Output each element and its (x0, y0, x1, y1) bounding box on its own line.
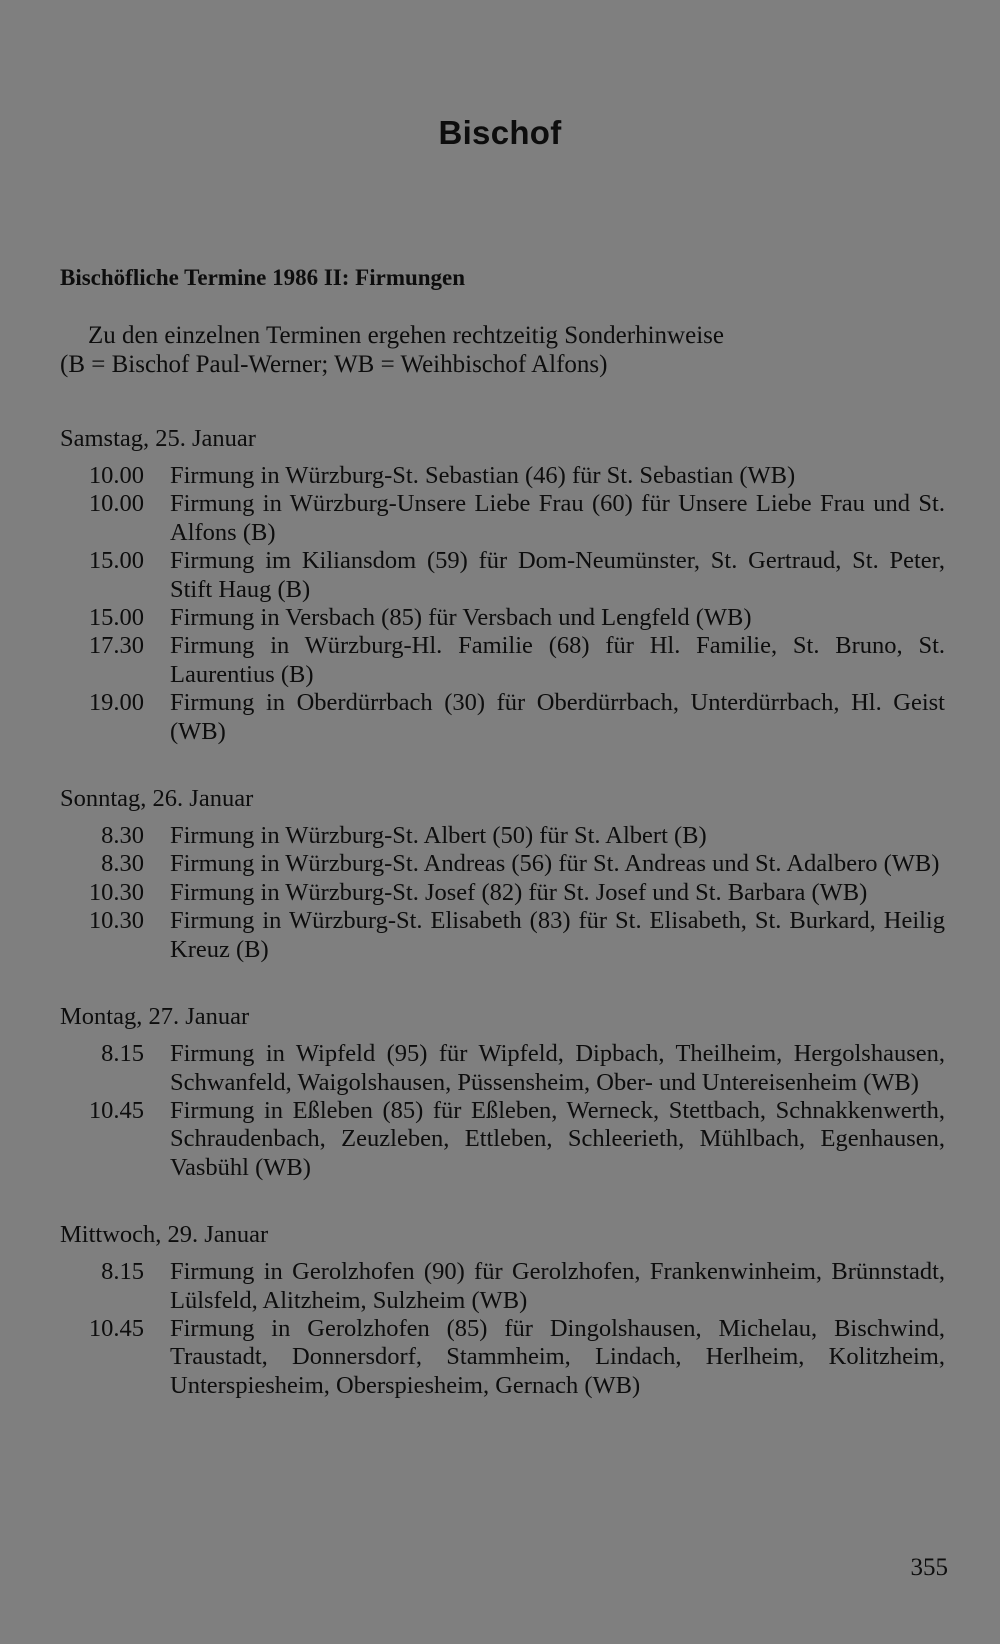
entry-time: 10.00 (88, 462, 144, 489)
entry-time: 8.30 (101, 850, 144, 878)
intro-legend: (B = Bischof Paul-Werner; WB = Weihbischof Alfons) (60, 351, 608, 378)
schedule-entry (60, 850, 945, 878)
entry-time-cell (60, 689, 144, 746)
entry-text: Firmung in Würzburg-St. Sebastian (46) für St. Sebastian (WB) (170, 462, 796, 489)
schedule-entry (60, 689, 945, 746)
entry-text: Firmung in Würzburg-Hl. Familie (68) für Hl. Familie, St. Bruno, St. Laurentius (B) (170, 632, 945, 688)
entry-time-cell (60, 907, 144, 964)
day-heading: Montag, 27. Januar (60, 1003, 250, 1031)
entry-time-cell (60, 547, 144, 604)
schedule-entry (60, 822, 945, 850)
schedule-entry (60, 907, 945, 964)
entry-time: 10.30 (88, 907, 144, 935)
day-heading: Sonntag, 26. Januar (60, 785, 254, 813)
entry-text: Firmung in Gerolzhofen (85) für Dingolshausen, Michelau, Bischwind, Traustadt, Donnersdorf, Stammheim, Lindach, Herlheim, Kolitzheim, Unterspiesheim, Oberspiesheim, Gernach (WB) (170, 1314, 945, 1399)
schedule-entry (60, 1315, 945, 1400)
schedule-entry (60, 490, 945, 547)
entry-text: Firmung in Versbach (85) für Versbach und Lengfeld (WB) (170, 604, 752, 632)
entry-text: Firmung in Eßleben (85) für Eßleben, Werneck, Stettbach, Schnakkenwerth, Schraudenbach, Zeuzleben, Ettleben, Schleerieth, Mühlbach, Egenhausen, Vasbühl (WB) (170, 1096, 945, 1181)
day-heading: Mittwoch, 29. Januar (60, 1221, 269, 1249)
entry-time-cell (60, 604, 144, 632)
day-heading: Samstag, 25. Januar (60, 425, 256, 452)
schedule-entry (60, 1040, 945, 1097)
entry-time: 8.30 (101, 822, 144, 850)
entry-text: Firmung in Würzburg-St. Albert (50) für St. Albert (B) (170, 822, 707, 850)
schedule-entry (60, 632, 945, 689)
day-section (60, 784, 945, 964)
entry-time-cell (60, 822, 144, 850)
entry-time: 19.00 (88, 689, 144, 717)
entry-text: Firmung in Würzburg-St. Elisabeth (83) für St. Elisabeth, St. Burkard, Heilig Kreuz (B) (170, 907, 945, 963)
day-section (60, 1002, 945, 1182)
schedule-entry (60, 462, 945, 490)
entry-time: 17.30 (88, 632, 144, 660)
schedule-entry (60, 1097, 945, 1182)
entry-time: 10.45 (88, 1314, 144, 1342)
entry-text: Firmung im Kiliansdom (59) für Dom-Neumünster, St. Gertraud, St. Peter, Stift Haug (B) (170, 547, 945, 603)
entry-time: 10.00 (88, 490, 144, 518)
schedule-entry (60, 604, 945, 632)
schedule-list (60, 424, 945, 1438)
entry-text: Firmung in Wipfeld (95) für Wipfeld, Dipbach, Theilheim, Hergolshausen, Schwanfeld, Waigolshausen, Püssensheim, Ober- und Untereisenheim (WB) (170, 1040, 945, 1096)
entry-text: Firmung in Gerolzhofen (90) für Gerolzhofen, Frankenwinheim, Brünnstadt, Lülsfeld, Alitzheim, Sulzheim (WB) (170, 1258, 945, 1314)
entry-time: 10.30 (88, 878, 144, 906)
intro-line: Zu den einzelnen Terminen ergehen rechtzeitig Sonderhinweise (88, 322, 724, 349)
entry-time: 8.15 (101, 1040, 144, 1068)
entry-time-cell (60, 1097, 144, 1182)
entry-time: 8.15 (101, 1258, 144, 1286)
entry-time-cell (60, 462, 144, 490)
entry-text: Firmung in Würzburg-St. Andreas (56) für St. Andreas und St. Adalbero (WB) (170, 850, 940, 878)
entry-time-cell (60, 1315, 144, 1400)
intro-paragraph (60, 321, 940, 379)
entry-time-cell (60, 1258, 144, 1315)
schedule-entry (60, 547, 945, 604)
entry-time-cell (60, 632, 144, 689)
entry-text: Firmung in Oberdürrbach (30) für Oberdürrbach, Unterdürrbach, Hl. Geist (WB) (170, 689, 945, 745)
entry-time-cell (60, 850, 144, 878)
section-heading: Bischöfliche Termine 1986 II: Firmungen (60, 265, 466, 290)
entry-time: 15.00 (88, 547, 144, 575)
page-title: Bischof (438, 114, 562, 151)
entry-text: Firmung in Würzburg-St. Josef (82) für St. Josef und St. Barbara (WB) (170, 878, 868, 906)
day-section (60, 1220, 945, 1400)
entry-time: 15.00 (88, 604, 144, 632)
day-section (60, 424, 945, 746)
entry-time-cell (60, 1040, 144, 1097)
entry-time-cell (60, 879, 144, 907)
schedule-entry (60, 1258, 945, 1315)
entry-time: 10.45 (88, 1096, 144, 1124)
page-number: 355 (910, 1554, 948, 1581)
schedule-entry (60, 879, 945, 907)
entry-time-cell (60, 490, 144, 547)
entry-text: Firmung in Würzburg-Unsere Liebe Frau (60) für Unsere Liebe Frau und St. Alfons (B) (170, 490, 945, 546)
